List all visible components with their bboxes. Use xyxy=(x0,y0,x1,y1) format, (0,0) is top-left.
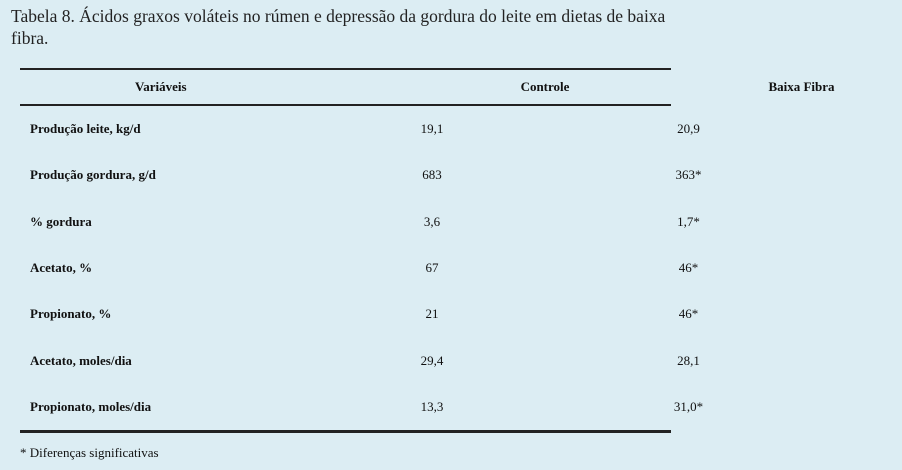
footnote: * Diferenças significativas xyxy=(20,445,159,460)
cell-baixa-fibra: 28,1 xyxy=(677,352,700,368)
header-baixa-fibra: Baixa Fibra xyxy=(768,79,835,94)
table-row xyxy=(20,291,789,337)
data-table-container xyxy=(20,68,835,433)
cell-baixa-fibra: 20,9 xyxy=(677,121,700,137)
cell-baixa-fibra: 31,0* xyxy=(673,398,704,414)
row-label: Produção gordura, g/d xyxy=(30,167,156,183)
table-bottom-rule xyxy=(20,430,671,433)
row-label: Acetato, moles/dia xyxy=(30,352,132,368)
cell-controle: 67 xyxy=(425,260,439,276)
table-row xyxy=(20,199,789,245)
row-label: Produção leite, kg/d xyxy=(30,121,141,137)
cell-controle: 29,4 xyxy=(420,352,444,368)
cell-baixa-fibra: 1,7* xyxy=(677,213,700,229)
table-row xyxy=(20,245,789,291)
table-row xyxy=(20,106,789,152)
table-row xyxy=(20,337,789,383)
cell-baixa-fibra: 46* xyxy=(678,260,699,276)
table-row xyxy=(20,384,789,430)
cell-controle: 21 xyxy=(425,306,439,322)
row-label: Propionato, moles/dia xyxy=(30,398,152,414)
row-label: Acetato, % xyxy=(30,260,93,276)
cell-controle: 19,1 xyxy=(420,121,444,137)
table-row xyxy=(20,152,789,198)
data-table-body xyxy=(20,106,789,430)
row-label: Propionato, % xyxy=(30,306,112,322)
cell-baixa-fibra: 363* xyxy=(675,167,702,183)
header-variaveis: Variáveis xyxy=(135,79,187,94)
cell-controle: 13,3 xyxy=(420,398,444,414)
data-table xyxy=(20,70,902,104)
cell-baixa-fibra: 46* xyxy=(678,306,699,322)
header-controle: Controle xyxy=(520,79,570,94)
table-header-row xyxy=(20,70,902,104)
cell-controle: 3,6 xyxy=(423,213,441,229)
table-caption: Tabela 8. Ácidos graxos voláteis no rúmen e depressão da gordura do leite em dietas de baixa fibra. xyxy=(11,6,666,48)
cell-controle: 683 xyxy=(422,167,442,183)
row-label: % gordura xyxy=(30,213,92,229)
